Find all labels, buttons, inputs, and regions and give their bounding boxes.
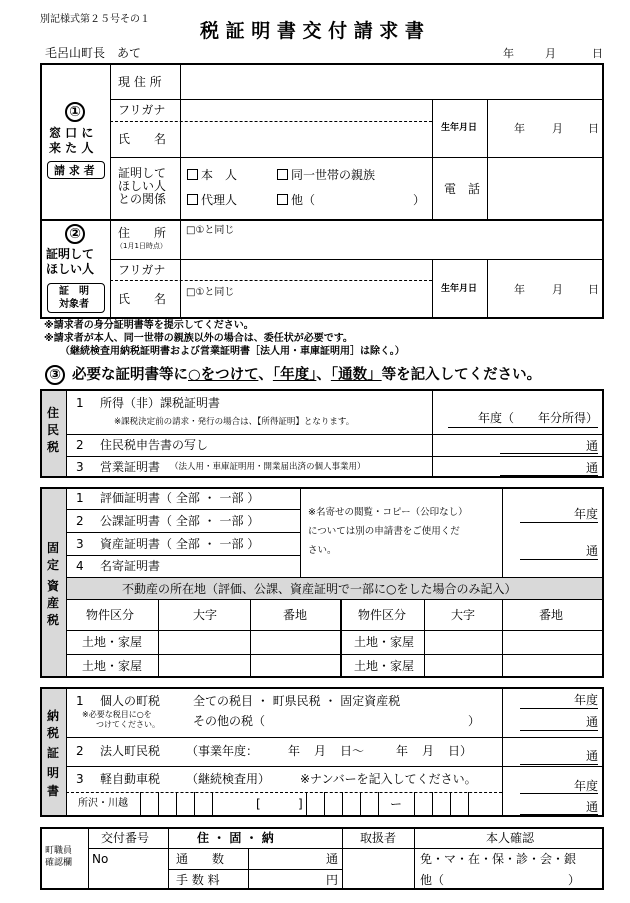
checkbox-icon <box>277 169 288 180</box>
relation-self-option[interactable]: 本 人 <box>187 169 237 181</box>
kotei-row1-no: 1 <box>76 491 84 505</box>
jumin-label-2: 民 <box>47 423 60 437</box>
sec2-name-label: 氏 名 <box>118 292 167 306</box>
jumin-row1-no: 1 <box>76 396 84 410</box>
nozei-label-1: 納 <box>47 709 60 723</box>
kotei-location-header: 不動産の所在地（評価、公課、資産証明で一部に○をした場合のみ記入） <box>122 582 517 596</box>
sec1-birth-month[interactable]: 月 <box>552 122 563 135</box>
jumin-row1-note: ※課税決定前の請求・発行の場合は、【所得証明】となります。 <box>114 417 355 427</box>
plate-class-field[interactable] <box>266 795 298 815</box>
relation-agent-option[interactable]: 代理人 <box>187 194 237 206</box>
jumin-row2-count[interactable]: 通 <box>586 439 599 453</box>
kotei-label-1: 固 <box>47 541 60 555</box>
jumin-row2-underline <box>500 453 598 454</box>
jumin-row1-underline <box>448 427 598 428</box>
kotei-count-field[interactable]: 通 <box>586 544 599 558</box>
sec2-name-same-check[interactable]: □①と同じ <box>186 287 235 298</box>
kotei-label-5: 税 <box>47 613 60 627</box>
nozei-row3-year-field[interactable]: 年度 <box>574 779 599 793</box>
jumin-row1-year-field[interactable]: 年度（ 年分所得） <box>478 411 599 425</box>
nozei-row2-start-year[interactable]: 年 <box>288 744 301 758</box>
plate-area: 所沢・川越 <box>78 798 128 809</box>
plate-bracket-close: ] <box>298 797 303 811</box>
section1-label-line1: 窓 口 に <box>49 126 94 140</box>
sec2-birth-month[interactable]: 月 <box>552 283 563 296</box>
section2-role-line1: 証 明 <box>59 286 89 297</box>
sec1-furigana-label: フリガナ <box>118 103 166 117</box>
jumin-row1-item[interactable]: 所得（非）課税証明書 <box>100 396 221 410</box>
nozei-row1-note-line1: ※必要な税目に○を <box>82 710 152 719</box>
sec1-phone-label: 電 話 <box>444 182 481 196</box>
checkbox-icon <box>187 169 198 180</box>
sec1-furigana-field[interactable] <box>182 101 430 120</box>
sec2-furigana-field[interactable] <box>182 261 430 279</box>
kotei-label-4: 産 <box>47 596 60 610</box>
nozei-row2-end-month[interactable]: 月 <box>422 744 435 758</box>
section3-instruction: 必要な証明書等に○をつけて、「年度」、「通数」等を記入してください。 <box>72 367 542 383</box>
office-count-label: 通 数 <box>176 852 225 866</box>
jumin-row3-item[interactable]: 営業証明書 <box>100 460 161 474</box>
sec1-birth-label: 生年月日 <box>441 123 478 133</box>
nozei-row3-note: ※ナンバーを記入してください。 <box>300 772 477 786</box>
nozei-label-3: 証 <box>47 746 60 760</box>
section1-number: ① <box>65 102 85 122</box>
office-col-issue-no: 交付番号 <box>101 831 150 845</box>
note-line1: ※請求者の身分証明書等を提示してください。 <box>44 320 254 331</box>
date-day[interactable]: 日 <box>592 47 603 60</box>
office-col-tax-types: 住 ・ 固 ・ 納 <box>197 831 274 845</box>
sec1-phone-field[interactable] <box>489 159 602 217</box>
nozei-label-5: 書 <box>47 784 60 798</box>
plate-dash: ー <box>390 797 403 811</box>
office-count-unit[interactable]: 通 <box>326 852 339 866</box>
nozei-row1-count-underline <box>520 730 598 731</box>
addressee: 毛呂山町長 あて <box>45 46 142 60</box>
kotei-count-underline <box>520 559 598 560</box>
kotei-col-banchi-left: 番地 <box>283 608 308 622</box>
kotei-row2-no: 2 <box>76 514 84 528</box>
nozei-row1-other-close: ） <box>468 714 481 728</box>
nozei-row3-paren: （継続検査用） <box>186 772 271 786</box>
jumin-label-3: 税 <box>47 440 60 454</box>
sec2-birth-day[interactable]: 日 <box>588 283 599 296</box>
nozei-row1-note-line2: つけてください。 <box>96 720 160 729</box>
nozei-row1-year-field[interactable]: 年度 <box>574 693 599 707</box>
nozei-row2-no: 2 <box>76 744 84 758</box>
nozei-row2-count-underline <box>520 764 598 765</box>
section2-label-line2: ほしい人 <box>46 262 95 276</box>
kotei-row4-item[interactable]: 名寄証明書 <box>100 559 161 573</box>
nozei-row3-item[interactable]: 軽自動車税 <box>100 772 161 786</box>
jumin-row2-no: 2 <box>76 438 84 452</box>
nozei-row1-tax-options[interactable]: 全ての税目 ・ 町県民税 ・ 固定資産税 <box>193 694 401 708</box>
office-no-label: No <box>92 852 109 866</box>
sec1-name-field[interactable] <box>182 123 430 156</box>
section3-number: ③ <box>45 365 65 385</box>
sec1-birth-year[interactable]: 年 <box>514 122 525 135</box>
date-month[interactable]: 月 <box>545 47 556 60</box>
kotei-row3-item[interactable]: 資産証明書（ 全部 ・ 一部 ） <box>100 537 260 551</box>
kotei-year-underline <box>520 522 598 523</box>
note-line3: （継続検査用納税証明書および営業証明書［法人用・車庫証明用］は除く。） <box>60 346 405 357</box>
section2-label-line1: 証明して <box>46 247 95 261</box>
nozei-row3-count-field[interactable]: 通 <box>586 800 599 814</box>
sec1-address-label: 現 住 所 <box>118 75 162 89</box>
kotei-note-line2: については別の申請書をご使用くだ <box>308 526 460 537</box>
jumin-label-1: 住 <box>47 406 60 420</box>
kotei-row3-no: 3 <box>76 537 84 551</box>
kotei-row2-item[interactable]: 公課証明書（ 全部 ・ 一部 ） <box>100 514 260 528</box>
jumin-row3-no: 3 <box>76 460 84 474</box>
sec1-relation-line3: との関係 <box>118 192 167 206</box>
sec2-furigana-label: フリガナ <box>118 263 166 277</box>
sec1-birth-day[interactable]: 日 <box>588 122 599 135</box>
relation-other-option[interactable]: 他（ <box>277 194 315 206</box>
section2-number: ② <box>65 224 85 244</box>
sec2-birth-label: 生年月日 <box>441 284 478 294</box>
sec2-birth-year[interactable]: 年 <box>514 283 525 296</box>
nozei-row2-start-day[interactable]: 日〜 <box>340 744 365 758</box>
kotei-prop-type-r2-left[interactable]: 土地・家屋 <box>82 659 143 673</box>
sec1-address-field[interactable] <box>182 65 602 98</box>
jumin-row3-note: （法人用・車庫証明用・開業届出済の個人事業用） <box>170 462 366 472</box>
nozei-row3-year-underline <box>520 793 598 794</box>
office-id-other[interactable]: 他（ <box>420 873 445 887</box>
kotei-label-3: 資 <box>47 579 60 593</box>
section2-role-line2: 対象者 <box>59 299 89 310</box>
jumin-row2-item[interactable]: 住民税申告書の写し <box>100 438 209 452</box>
office-label-line2: 確認欄 <box>45 858 73 868</box>
form-title: 税 証 明 書 交 付 請 求 書 <box>200 20 424 42</box>
sec2-address-label: 住 所 <box>118 226 167 240</box>
sec2-address-same-check[interactable]: □①と同じ <box>186 225 235 236</box>
sec1-relation-line1: 証明して <box>118 166 167 180</box>
kotei-col-type-left: 物件区分 <box>86 608 135 622</box>
kotei-year-field[interactable]: 年度 <box>574 507 599 521</box>
kotei-prop-type-r2-right[interactable]: 土地・家屋 <box>354 659 415 673</box>
nozei-row3-count-underline <box>520 814 598 815</box>
checkbox-icon <box>187 194 198 205</box>
nozei-row2-item[interactable]: 法人町民税 <box>100 744 161 758</box>
office-col-id-check: 本人確認 <box>486 831 535 845</box>
note-line2: ※請求者が本人、同一世帯の親族以外の場合は、委任状が必要です。 <box>44 333 353 344</box>
kotei-row1-item[interactable]: 評価証明書（ 全部 ・ 一部 ） <box>100 491 260 505</box>
kotei-row4-no: 4 <box>76 559 84 573</box>
plate-bracket-open: [ <box>256 797 261 811</box>
office-col-handler: 取扱者 <box>360 831 397 845</box>
office-id-other-close: ） <box>568 873 581 887</box>
section1-label-line2: 来 た 人 <box>49 141 94 155</box>
kotei-prop-type-r1-right[interactable]: 土地・家屋 <box>354 635 415 649</box>
kotei-col-oaza-right: 大字 <box>451 608 476 622</box>
jumin-row3-count[interactable]: 通 <box>586 461 599 475</box>
nozei-row1-item[interactable]: 個人の町税 <box>100 694 161 708</box>
section1-role: 請 求 者 <box>54 164 95 177</box>
office-id-options[interactable]: 免・マ・在・保・診・会・銀 <box>420 852 577 866</box>
office-fee-unit[interactable]: 円 <box>326 873 339 887</box>
nozei-row2-end-day[interactable]: 日） <box>448 744 473 758</box>
office-fee-label: 手 数 料 <box>176 873 220 887</box>
nozei-row2-end-year[interactable]: 年 <box>396 744 409 758</box>
kotei-col-oaza-left: 大字 <box>193 608 218 622</box>
kotei-prop-type-r1-left[interactable]: 土地・家屋 <box>82 635 143 649</box>
kotei-col-banchi-right: 番地 <box>539 608 564 622</box>
kotei-note-line1: ※名寄せの閲覧・コピー（公印なし） <box>308 507 468 518</box>
nozei-row3-no: 3 <box>76 772 84 786</box>
jumin-row3-underline <box>500 475 598 476</box>
nozei-row2-start-month[interactable]: 月 <box>314 744 327 758</box>
sec1-name-label: 氏 名 <box>118 132 167 146</box>
nozei-row1-year-underline <box>520 708 598 709</box>
nozei-row1-no: 1 <box>76 694 84 708</box>
nozei-row1-other-tax[interactable]: その他の税（ <box>193 714 266 728</box>
nozei-label-2: 税 <box>47 726 60 740</box>
relation-other-close: ） <box>413 193 426 207</box>
kotei-col-type-right: 物件区分 <box>358 608 407 622</box>
office-label-line1: 町職員 <box>45 846 73 856</box>
form-number: 別記様式第２５号その１ <box>40 14 150 25</box>
sec1-relation-line2: ほしい人 <box>118 179 167 193</box>
nozei-row2-period-open: （事業年度： <box>186 744 259 758</box>
kotei-note-line3: さい。 <box>308 545 337 556</box>
date-year[interactable]: 年 <box>503 47 514 60</box>
nozei-row1-count-field[interactable]: 通 <box>586 715 599 729</box>
sec2-address-note: （1月1日時点） <box>116 242 167 250</box>
kotei-label-2: 定 <box>47 558 60 572</box>
relation-household-option[interactable]: 同一世帯の親族 <box>277 169 375 181</box>
nozei-row2-count-field[interactable]: 通 <box>586 749 599 763</box>
nozei-label-4: 明 <box>47 766 60 780</box>
checkbox-icon <box>277 194 288 205</box>
